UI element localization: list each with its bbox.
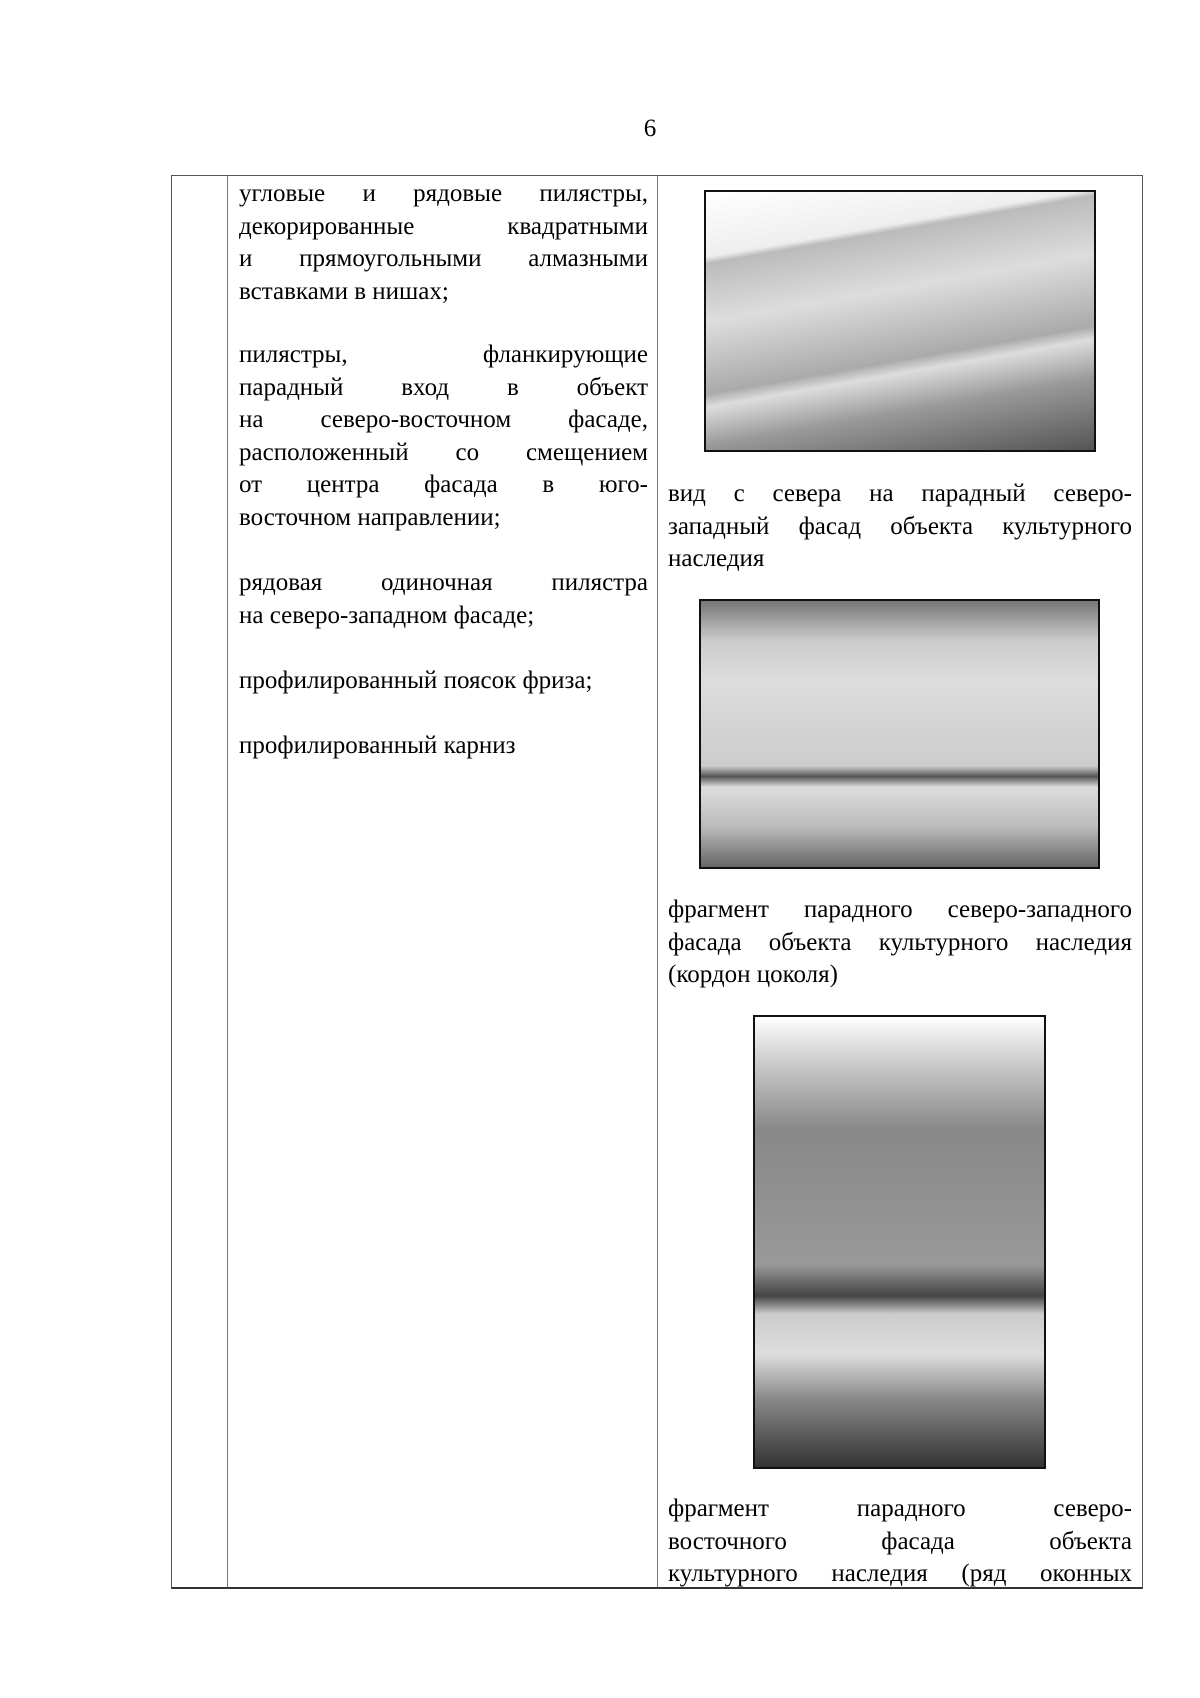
text-line: на северо-восточном фасаде,	[239, 406, 648, 433]
text-line: фрагмент парадного северо-	[668, 1495, 1132, 1522]
feature-item	[239, 665, 648, 698]
column-divider	[657, 176, 658, 1587]
text-line: восточном направлении;	[239, 503, 501, 531]
photo-northwest-facade-fragment	[699, 599, 1100, 869]
column-divider	[227, 176, 228, 1587]
feature-item	[239, 339, 648, 534]
feature-item	[239, 178, 648, 308]
page-number: 6	[643, 115, 657, 142]
text-line: наследия	[668, 545, 765, 572]
photo-northeast-facade-fragment	[753, 1015, 1046, 1469]
text-line: профилированный поясок фриза;	[239, 667, 593, 694]
text-line: и прямоугольными алмазными	[239, 245, 648, 272]
text-line: фасада объекта культурного наследия	[668, 928, 1132, 956]
text-line: пилястры, фланкирующие	[239, 341, 648, 368]
text-line: вид с севера на парадный северо-	[668, 480, 1132, 507]
text-line: фрагмент парадного северо-западного	[668, 896, 1132, 923]
text-line: (кордон цоколя)	[668, 961, 838, 988]
text-line: парадный вход в объект	[239, 373, 648, 401]
text-line: от центра фасада в юго-	[239, 471, 648, 498]
text-line: рядовая одиночная пилястра	[239, 569, 648, 596]
photo-north-view	[704, 190, 1096, 452]
text-line: профилированный карниз	[239, 732, 516, 759]
text-line: декорированные квадратными	[239, 212, 648, 240]
text-line: западный фасад объекта культурного	[668, 512, 1132, 540]
text-line: на северо-западном фасаде;	[239, 601, 535, 629]
feature-item	[239, 567, 648, 632]
photo-caption	[668, 894, 1132, 992]
text-line: угловые и рядовые пилястры,	[239, 180, 648, 207]
feature-item	[239, 730, 648, 763]
text-line: вставками в нишах;	[239, 277, 449, 305]
text-line: расположенный со смещением	[239, 438, 648, 466]
photo-caption	[668, 478, 1132, 576]
text-line: восточного фасада объекта	[668, 1527, 1132, 1555]
photo-caption	[668, 1493, 1132, 1591]
text-line: культурного наследия (ряд оконных	[668, 1560, 1132, 1587]
